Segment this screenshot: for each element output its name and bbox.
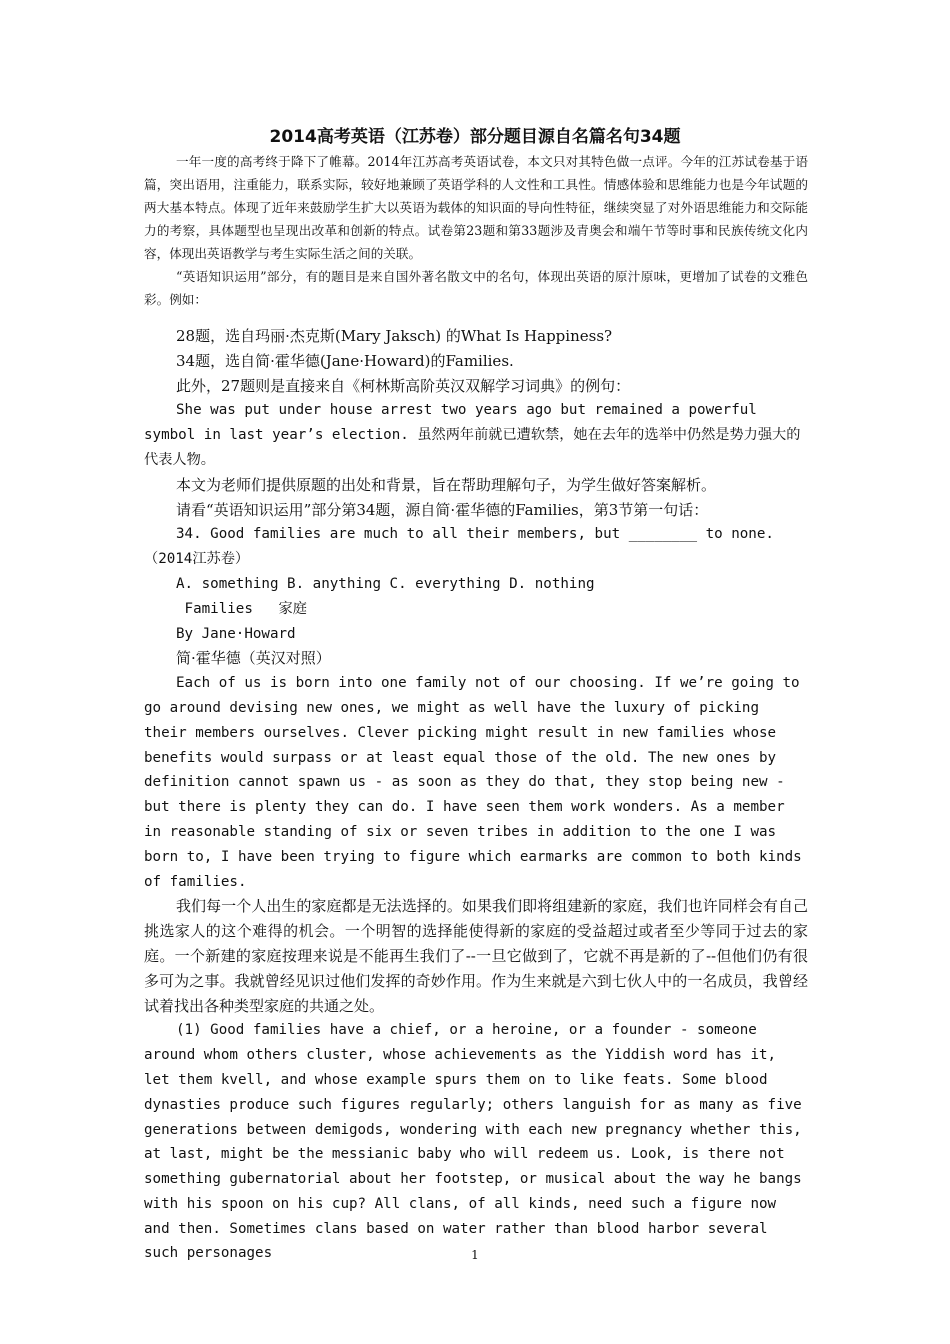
q28-source: 28题，选自玛丽·杰克斯(Mary Jaksch) 的What Is Happiness? bbox=[176, 327, 613, 345]
q34-source: 34题，选自简·霍华德(Jane·Howard)的Families. bbox=[176, 351, 514, 370]
essay-title: Families 家庭 bbox=[176, 600, 307, 617]
essay-author: By Jane·Howard bbox=[176, 625, 296, 642]
question-34: 34. Good families are much to all their members, but ________ to none.（2014江苏卷） bbox=[144, 526, 774, 568]
page-number: 1 bbox=[471, 1248, 479, 1262]
purpose-text: 本文为老师们提供原题的出处和背景，旨在帮助理解句子，为学生做好答案解析。 bbox=[176, 475, 717, 494]
intro-paragraph-2: “英语知识运用”部分，有的题目是来自国外著名散文中的名句，体现出英语的原汁原味，更增加了试卷的文雅色彩。例如： bbox=[144, 269, 808, 307]
intro-section bbox=[144, 150, 808, 311]
page-title: 2014高考英语（江苏卷）部分题目源自名篇名句34题 bbox=[269, 127, 681, 147]
intro-paragraph-1: 一年一度的高考终于降下了帷幕。2014年江苏高考英语试卷，本文只对其特色做一点评。今年的江苏试卷基于语篇，突出语用，注重能力，联系实际，较好地兼顾了英语学科的人文性和工具性。情感体验和思维能力也是今年试题的两大基本特点。体现了近年来鼓励学生扩大以英语为载体的知识面的导向性特征，继续突显了对外语思维能力和交际能力的考察，具体题型也呈现出改革和创新的特点。试卷第23题和第33题涉及青奥会和端午节等时事和民族传统文化内容，体现出英语教学与考生实际生活之间的关联。 bbox=[144, 154, 808, 261]
essay-author-zh: 简·霍华德（英汉对照） bbox=[176, 649, 331, 668]
see-text: 请看“英语知识运用”部分第34题，源自简·霍华德的Families，第3节第一句话： bbox=[176, 500, 709, 519]
paragraph-1-chinese: 我们每一个人出生的家庭都是无法选择的。如果我们即将组建新的家庭，我们也许同样会有自己挑选家人的这个难得的机会。一个明智的选择能使得新的家庭的受益超过或者至少等同于过去的家庭。一个新建的家庭按理来说是不能再生我们了--一旦它做到了，它就不再是新的了--但他们仍有很多可为之事。我就曾经见识过他们发挥的奇妙作用。作为生来就是六到七伙人中的一名成员，我曾经试着找出各种类型家庭的共通之处。 bbox=[144, 897, 808, 1015]
references-section bbox=[144, 324, 811, 1266]
q27-source: 此外，27题则是直接来自《柯林斯高阶英汉双解学习词典》的例句： bbox=[176, 376, 631, 395]
example-sentence: She was put under house arrest two years ago but remained a powerful symbol in last year’s election. 虽然两年前就已遭软禁，她在去年的选举中仍然是势力强大的代表人物。 bbox=[144, 402, 801, 468]
answer-options: A. something B. anything C. everything D. nothing bbox=[176, 575, 595, 592]
paragraph-2-english: (1) Good families have a chief, or a heroine, or a founder - someone around whom others cluster, whose achievements as the Yiddish word has it, let them kvell, and whose example spurs them on to like feats. Some blood dynasties produce such figures regularly; others languish for as many as five generations between demigods, wondering with each new pregnancy whether this, at last, might be the messianic baby who will redeem us. Look, is there not something gubernatorial about her footstep, or musical about the way he bangs with his spoon on his cup? All clans, of all kinds, need such a figure now and then. Sometimes clans based on water rather than blood harbor several such personages bbox=[144, 1022, 811, 1262]
paragraph-1-english: Each of us is born into one family not of our choosing. If we’re going to go around devising new ones, we might as well have the luxury of picking their members ourselves. Clever picking might result in new families whose benefits would surpass or at least equal those of the old. The new ones by definition cannot spawn us - as soon as they do that, they stop being new - but there is plenty they can do. I have seen them work wonders. As a member in reasonable standing of six or seven tribes in addition to the one I was born to, I have been trying to figure which earmarks are common to both kinds of families. bbox=[144, 675, 811, 890]
